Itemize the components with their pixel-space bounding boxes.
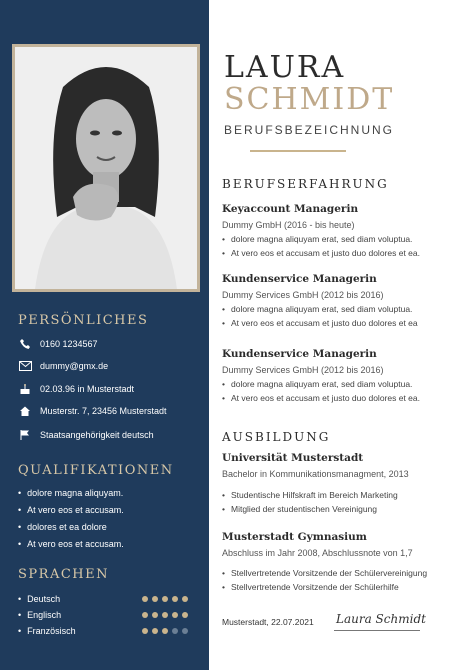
job-bullets-1: [222, 232, 420, 260]
section-title-languages: SPRACHEN: [18, 567, 109, 582]
job-title-2: Kundenservice Managerin: [222, 273, 377, 285]
language-name: • Französisch: [18, 626, 76, 636]
signature-line: [334, 630, 420, 631]
mail-icon: [18, 359, 32, 373]
edu-bullet: • Stellvertretende Vorsitzende der Schülervereinigung: [222, 566, 427, 580]
nationality-text: Staatsangehörigkeit deutsch: [40, 430, 154, 440]
profile-photo: [12, 44, 200, 292]
level-dot-filled: [152, 596, 158, 602]
level-dot-filled: [152, 612, 158, 618]
job-bullets-2: [222, 302, 418, 330]
home-icon: [18, 404, 32, 418]
flag-icon: [18, 428, 32, 442]
job-bullets-3: [222, 377, 420, 405]
level-dot-filled: [142, 628, 148, 634]
qualification-item: • dolore magna aliquyam.: [18, 484, 124, 501]
job-bullet: • At vero eos et accusam et justo duo dolores et ea: [222, 316, 418, 330]
job-bullet: • At vero eos et accusam et justo duo dolores et ea.: [222, 391, 420, 405]
edu-bullets-1: [222, 488, 398, 516]
edu-bullet: • Studentische Hilfskraft im Bereich Marketing: [222, 488, 398, 502]
language-row: [18, 608, 188, 622]
contact-nationality: [18, 428, 154, 442]
birthday-cake-icon: [18, 382, 32, 396]
place-date: Musterstadt, 22.07.2021: [222, 617, 314, 627]
edu-sub-2: Abschluss im Jahr 2008, Abschlussnote von 1,7: [222, 548, 413, 558]
level-dot-empty: [182, 628, 188, 634]
job-bullet: • At vero eos et accusam et justo duo dolores et ea.: [222, 246, 420, 260]
qualification-item: • dolores et ea dolore: [18, 518, 124, 535]
phone-icon: [18, 337, 32, 351]
contact-phone: [18, 337, 98, 351]
level-dot-filled: [182, 612, 188, 618]
language-row: [18, 592, 188, 606]
qualification-item: • At vero eos et accusam.: [18, 535, 124, 552]
job-title: BERUFSBEZEICHNUNG: [224, 123, 395, 137]
section-title-education: AUSBILDUNG: [222, 430, 331, 444]
level-dot-filled: [162, 628, 168, 634]
edu-title-2: Musterstadt Gymnasium: [222, 531, 367, 543]
contact-address: [18, 404, 167, 418]
job-bullet: • dolore magna aliquyam erat, sed diam voluptua.: [222, 302, 418, 316]
qualifications-list: [18, 484, 124, 552]
section-title-personal: PERSÖNLICHES: [18, 313, 149, 328]
edu-sub-1: Bachelor in Kommunikationsmanagment, 2013: [222, 469, 409, 479]
job-title-1: Keyaccount Managerin: [222, 203, 359, 215]
portrait-illustration: [15, 47, 197, 289]
first-name: LAURA: [224, 50, 346, 85]
language-name: • Deutsch: [18, 594, 60, 604]
last-name: SCHMIDT: [224, 82, 395, 117]
qualification-item: • At vero eos et accusam.: [18, 501, 124, 518]
level-dot-filled: [172, 596, 178, 602]
language-name: • Englisch: [18, 610, 61, 620]
job-sub-2: Dummy Services GmbH (2012 bis 2016): [222, 290, 384, 300]
contact-mail: [18, 359, 108, 373]
language-level-dots: [142, 628, 188, 634]
language-level-dots: [142, 612, 188, 618]
section-title-qualifications: QUALIFIKATIONEN: [18, 463, 174, 478]
language-level-dots: [142, 596, 188, 602]
edu-bullet: • Mitglied der studentischen Vereinigung: [222, 502, 398, 516]
header-divider: [250, 150, 346, 152]
level-dot-filled: [172, 612, 178, 618]
signature: Laura Schmidt: [336, 612, 426, 626]
edu-title-1: Universität Musterstadt: [222, 452, 364, 464]
language-row: [18, 624, 188, 638]
job-title-3: Kundenservice Managerin: [222, 348, 377, 360]
level-dot-filled: [182, 596, 188, 602]
job-bullet: • dolore magna aliquyam erat, sed diam voluptua.: [222, 232, 420, 246]
level-dot-filled: [152, 628, 158, 634]
job-sub-3: Dummy Services GmbH (2012 bis 2016): [222, 365, 384, 375]
level-dot-filled: [142, 612, 148, 618]
level-dot-empty: [172, 628, 178, 634]
level-dot-filled: [162, 596, 168, 602]
job-sub-1: Dummy GmbH (2016 - bis heute): [222, 220, 355, 230]
mail-text: dummy@gmx.de: [40, 361, 109, 371]
phone-text: 0160 1234567: [40, 339, 98, 349]
edu-bullet: • Stellvertretende Vorsitzende der Schülerhilfe: [222, 580, 427, 594]
edu-bullets-2: [222, 566, 427, 594]
birth-text: 02.03.96 in Musterstadt: [40, 384, 135, 394]
contact-birth: [18, 382, 134, 396]
job-bullet: • dolore magna aliquyam erat, sed diam voluptua.: [222, 377, 420, 391]
section-title-experience: BERUFSERFAHRUNG: [222, 177, 389, 191]
level-dot-filled: [162, 612, 168, 618]
address-text: Musterstr. 7, 23456 Musterstadt: [40, 406, 167, 416]
level-dot-filled: [142, 596, 148, 602]
